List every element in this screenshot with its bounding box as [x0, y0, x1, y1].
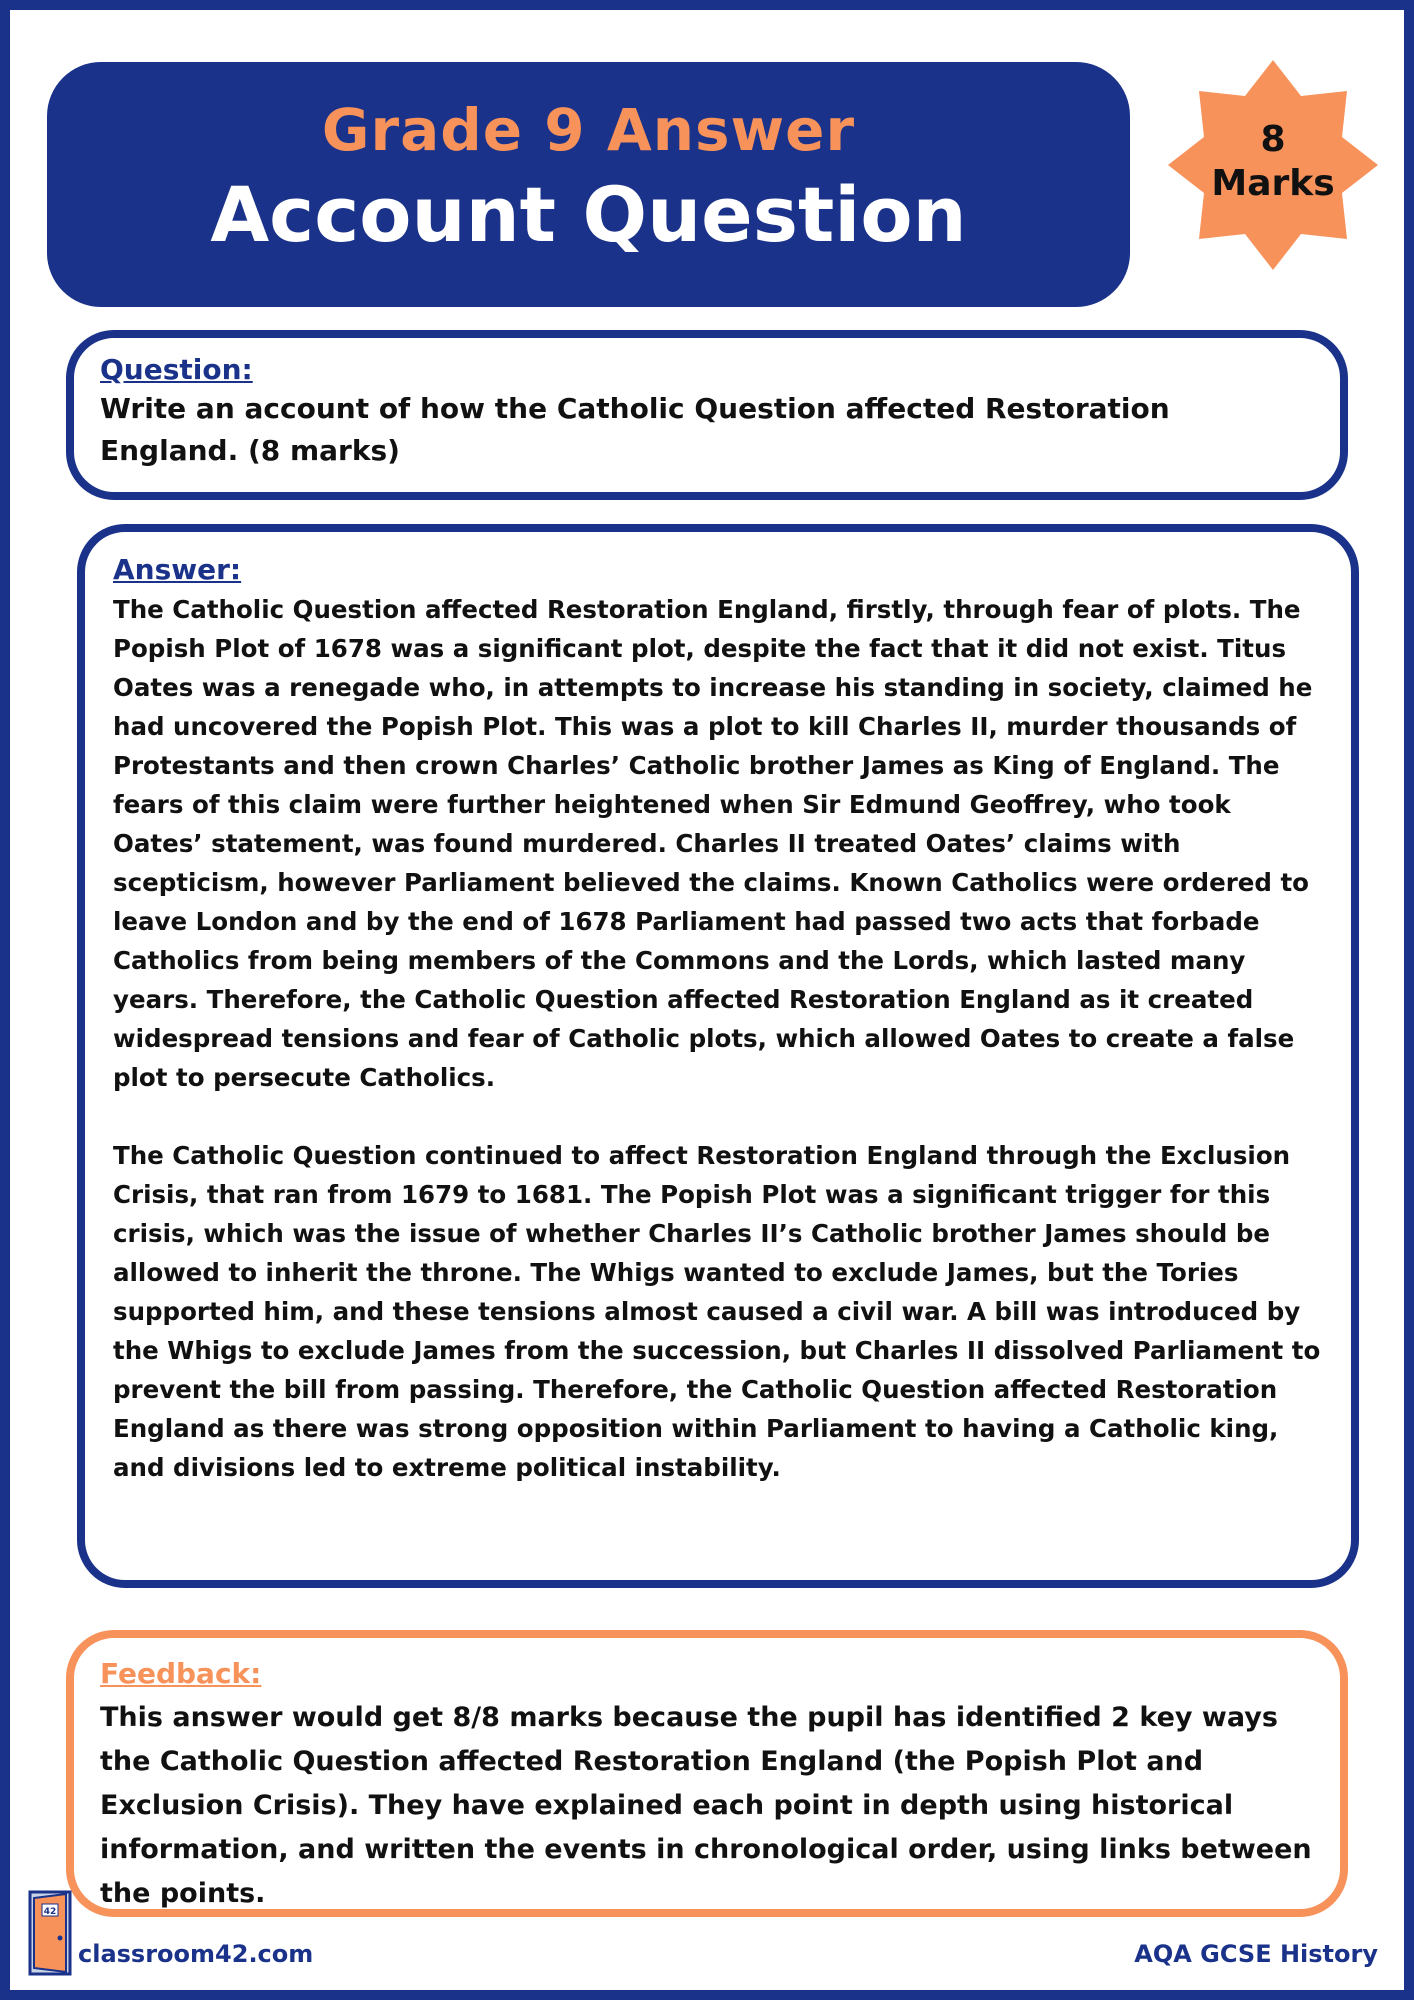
grade-heading: Grade 9 Answer — [321, 96, 856, 164]
title-banner — [47, 62, 1130, 307]
door-icon — [28, 1890, 72, 1976]
page-title: Account Question — [210, 170, 967, 259]
site-link[interactable]: classroom42.com — [78, 1940, 314, 1968]
marks-text — [1168, 118, 1378, 206]
course-label: AQA GCSE History — [1134, 1940, 1378, 1968]
footer-brand — [28, 1890, 314, 1970]
marks-badge — [1168, 60, 1378, 270]
question-text: Write an account of how the Catholic Question affected Restoration England. (8 marks) — [100, 392, 1170, 467]
question-heading: Question: — [100, 353, 253, 386]
marks-label: Marks — [1211, 163, 1335, 204]
feedback-heading: Feedback: — [100, 1657, 262, 1690]
feedback-text: This answer would get 8/8 marks because the pupil has identified 2 key ways the Catholic Question affected Restoration England (the Popish Plot and Exclusion Crisis). They have explained each point in depth using historical information, and written the events in chronological order, using links between the points. — [100, 1702, 1312, 1909]
feedback-box — [66, 1630, 1348, 1917]
answer-box — [77, 524, 1359, 1588]
question-box — [66, 330, 1348, 500]
answer-heading: Answer: — [113, 553, 242, 586]
marks-number: 8 — [1260, 119, 1286, 160]
logo-number: 42 — [43, 1907, 57, 1917]
answer-paragraph-1: The Catholic Question affected Restoration England, firstly, through fear of plots. The Popish Plot of 1678 was a significant plot, despite the fact that it did not exist. Titus Oates was a renegade who, in attempts to increase his standing in society, claimed he had uncovered the Popish Plot. This was a plot to kill Charles II, murder thousands of Protestants and then crown Charles’ Catholic brother James as King of England. The fears of this claim were further heightened when Sir Edmund Geoffrey, who took Oates’ statement, was found murdered. Charles II treated Oates’ claims with scepticism, however Parliament believed the claims. Known Catholics were ordered to leave London and by the end of 1678 Parliament had passed two acts that forbade Catholics from being members of the Commons and the Lords, which lasted many years. Therefore, the Catholic Question affected Restoration England as it created widespread tensions and fear of Catholic plots, which allowed Oates to create a false plot to persecute Catholics. — [113, 595, 1313, 1092]
answer-paragraph-2: The Catholic Question continued to affect Restoration England through the Exclusion Crisis, that ran from 1679 to 1681. The Popish Plot was a significant trigger for this crisis, which was the issue of whether Charles II’s Catholic brother James should be allowed to inherit the throne. The Whigs wanted to exclude James, but the Tories supported him, and these tensions almost caused a civil war. A bill was introduced by the Whigs to exclude James from the succession, but Charles II dissolved Parliament to prevent the bill from passing. Therefore, the Catholic Question affected Restoration England as there was strong opposition within Parliament to having a Catholic king, and divisions led to extreme political instability. — [113, 1141, 1321, 1482]
